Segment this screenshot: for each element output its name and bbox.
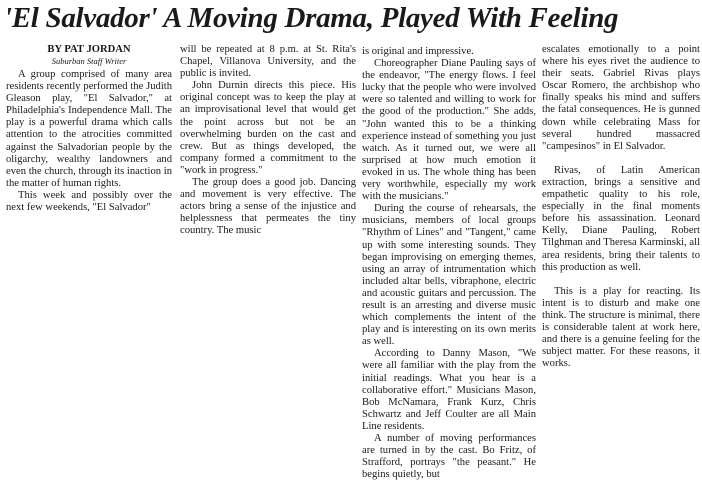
article-column-2 <box>180 44 356 238</box>
paragraph: escalates emotionally to a point where his eyes rivet the audience to their seats. Gabriel Rivas plays Oscar Romero, the archbishop who finally speaks his mind and suffers the fatal consequences. He is gunned down while celebrating Mass for several hundred massacred "campesinos" in El Salvador. <box>542 44 700 152</box>
paragraph: According to Danny Mason, "We were all familiar with the play from the initial readings. What you hear is a collaborative effort." Musicians Mason, Bob McNamara, Frank Kurz, Chris Schwartz and Jeff Coulter are all Main Line residents. <box>362 348 536 432</box>
byline: BY PAT JORDAN <box>47 44 131 55</box>
paragraph: Rivas, of Latin American extraction, brings a sensitive and empathetic quality to his role, especially in the final moments before his assassination. Leonard Kelly, Diane Pauling, Robert Tilghman and Theresa Karminski, all area residents, bring their talents to this production as well. <box>542 164 701 273</box>
paragraph: A number of moving performances are turned in by the cast. Bo Fritz, of Strafford, portrays "the peasant." He begins quietly, but <box>362 433 536 481</box>
paragraph: will be repeated at 8 p.m. at St. Rita's Chapel, Villanova University, and the public is invited. <box>180 44 356 80</box>
headline: 'El Salvador' A Moving Drama, Played With Feeling <box>4 2 619 34</box>
paragraph: The group does a good job. Dancing and movement is very effective. The actors bring a sense of the injustice and helplessness that permeates the tiny country. The music <box>180 177 356 237</box>
article-column-3 <box>362 46 536 481</box>
paragraph: A group comprised of many area residents recently performed the Judith Gleason play, "El Salvador," at Philadelphia's Independence Mall. The play is a powerful drama which calls attention to the atrocities committed against the Salvadorian people by the oligarchy, wealthy landowners and even the church, through its inaction in the matter of human rights. <box>6 69 172 189</box>
paragraph: Choreographer Diane Pauling says of the endeavor, "The energy flows. I feel lucky that the people who were involved were so talented and willing to work for the good of the production." She adds, "John wanted this to be a thinking experience instead of something you just watch. As it turned out, we were all surprised at how much emotion it evoked in us. The whole thing has been very worthwhile, especially my work with the musicians." <box>362 58 536 203</box>
byline-credit: Suburban Staff Writer <box>51 56 127 66</box>
paragraph: John Durnin directs this piece. His original concept was to keep the play at an improvisational level that would get the point across but not be an overwhelming burden on the cast and crew. But as things developed, the company formed a commitment to the "work in progress." <box>180 80 356 176</box>
paragraph: This is a play for reacting. Its intent is to disturb and make one think. The structure is minimal, there is considerable talent at work here, and there is a genuine feeling for the subject matter. For these reasons, it works. <box>542 285 700 370</box>
paragraph: is original and impressive. <box>362 46 474 57</box>
paragraph: During the course of rehearsals, the musicians, members of local groups "Rhythm of Lines" and "Tangent," came up with some interesting sounds. They began improvising on emerging themes, using an array of intrumentation which included altar bells, vibraphone, electric and acoustic guitars and percussion. The result is an arresting and diverse music which complements the intent of the play and is interesting on its own merits as well. <box>362 203 536 348</box>
article-column-4 <box>542 44 700 370</box>
article-column-1 <box>6 44 172 214</box>
paragraph: This week and possibly over the next few weekends, "El Salvador" <box>6 189 172 214</box>
